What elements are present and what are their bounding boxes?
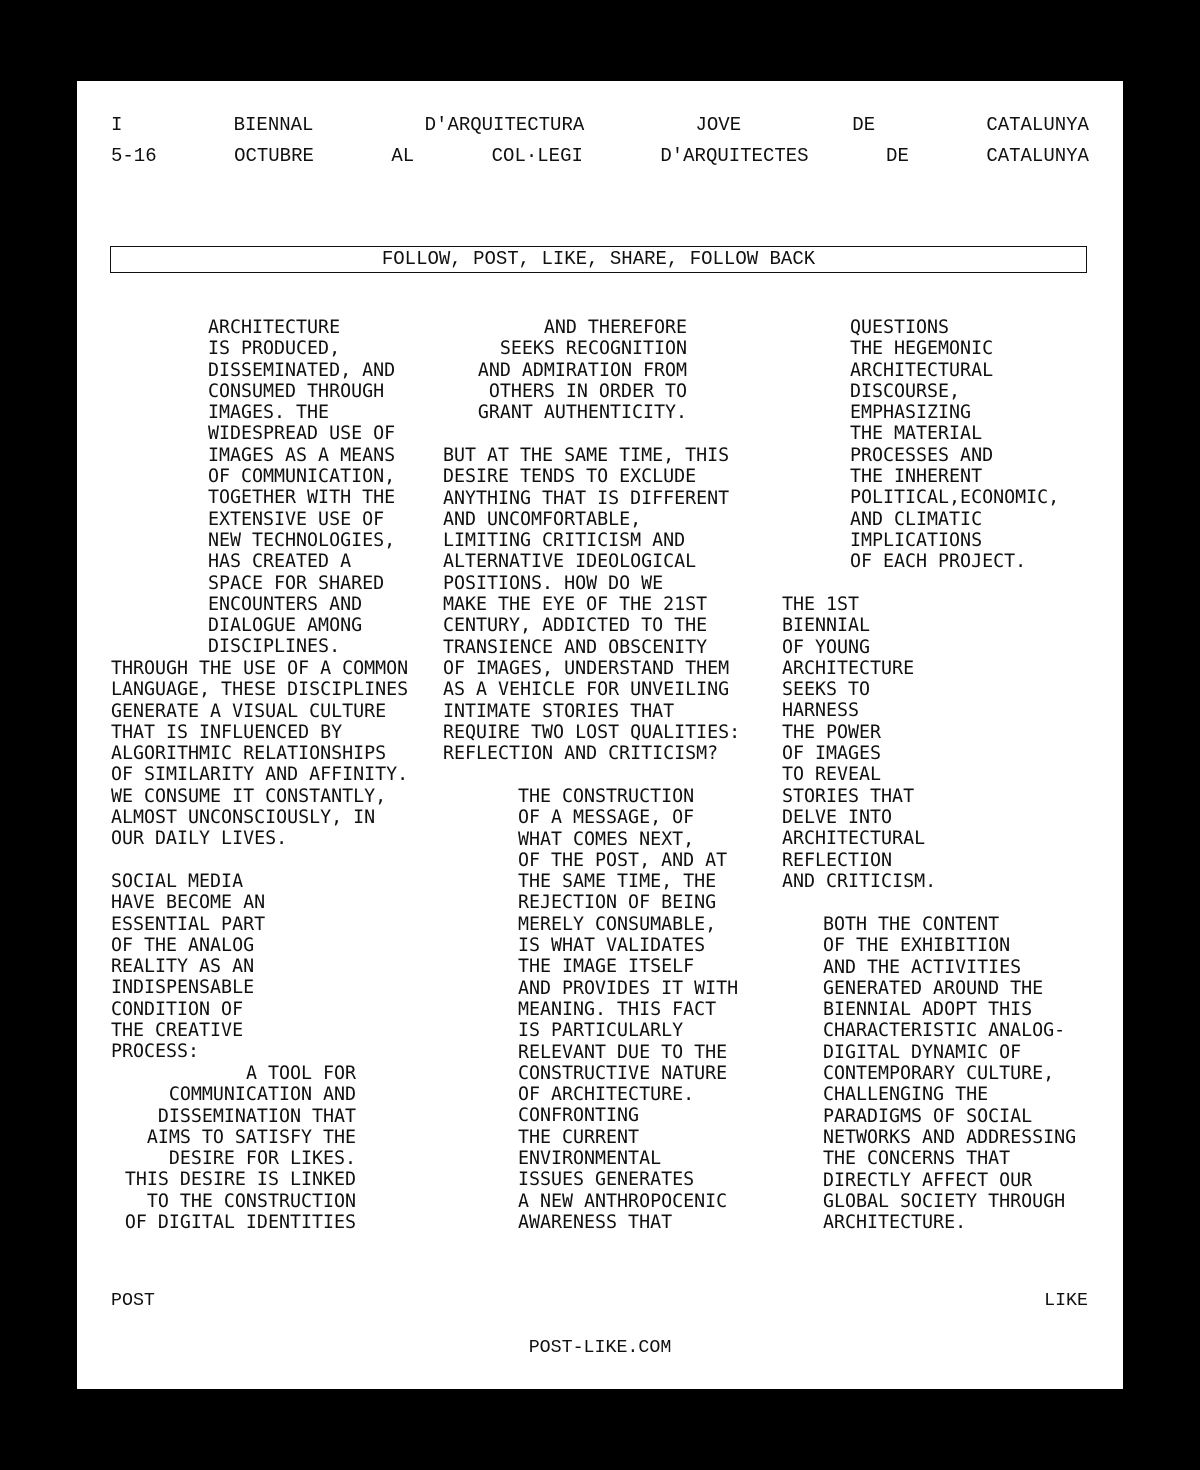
- text-block-col2-recognition: AND THEREFORE SEEKS RECOGNITION AND ADMIRATION FROM OTHERS IN ORDER TO GRANT AUTHENTICITY.: [477, 317, 687, 424]
- header-word: BIENNAL: [233, 114, 314, 136]
- header-word: D'ARQUITECTES: [660, 145, 809, 167]
- header-word: D'ARQUITECTURA: [424, 114, 585, 136]
- footer-like: LIKE: [1044, 1291, 1088, 1311]
- text-block-col2-construction: THE CONSTRUCTION OF A MESSAGE, OF WHAT COMES NEXT, OF THE POST, AND AT THE SAME TIME, THE REJECTION OF BEING MERELY CONSUMABLE, IS WHAT VALIDATES THE IMAGE ITSELF AND PROVIDES IT WITH MEANING. THIS FACT IS PARTICULARLY RELEVANT DUE TO THE CONSTRUCTIVE NATURE OF ARCHITECTURE. CONFRONTING THE CURRENT ENVIRONMENTAL ISSUES GENERATES A NEW ANTHROPOCENIC AWARENESS THAT: [518, 786, 739, 1233]
- header-word: CATALUNYA: [986, 114, 1089, 136]
- header-word: COL·LEGI: [491, 145, 583, 167]
- text-block-col1-intro: ARCHITECTURE IS PRODUCED, DISSEMINATED, AND CONSUMED THROUGH IMAGES. THE WIDESPREAD USE OF IMAGES AS A MEANS OF COMMUNICATION, TOGETHER WITH THE EXTENSIVE USE OF NEW TECHNOLOGIES, HAS CREATED A SPACE FOR SHARED ENCOUNTERS AND DIALOGUE AMONG DISCIPLINES.: [208, 317, 396, 658]
- header-line-1: [111, 113, 1089, 137]
- header-line-2: [111, 144, 1089, 168]
- text-block-col3-questions: QUESTIONS THE HEGEMONIC ARCHITECTURAL DISCOURSE, EMPHASIZING THE MATERIAL PROCESSES AND THE INHERENT POLITICAL,ECONOMIC, AND CLIMATIC IMPLICATIONS OF EACH PROJECT.: [850, 317, 1060, 573]
- footer-post: POST: [111, 1291, 155, 1311]
- header-word: AL: [391, 145, 415, 167]
- text-block-col2-desire: BUT AT THE SAME TIME, THIS DESIRE TENDS TO EXCLUDE ANYTHING THAT IS DIFFERENT AND UNCOMFORTABLE, LIMITING CRITICISM AND ALTERNATIVE IDEOLOGICAL POSITIONS. HOW DO WE MAKE THE EYE OF THE 21ST CENTURY, ADDICTED TO THE TRANSIENCE AND OBSCENITY OF IMAGES, UNDERSTAND THEM AS A VEHICLE FOR UNVEILING INTIMATE STORIES THAT REQUIRE TWO LOST QUALITIES: REFLECTION AND CRITICISM?: [443, 445, 741, 765]
- text-block-col3-biennial: THE 1ST BIENNIAL OF YOUNG ARCHITECTURE SEEKS TO HARNESS THE POWER OF IMAGES TO REVEAL STORIES THAT DELVE INTO ARCHITECTURAL REFLECTION AND CRITICISM.: [782, 594, 937, 892]
- slogan-banner: FOLLOW, POST, LIKE, SHARE, FOLLOW BACK: [110, 246, 1087, 273]
- header-word: OCTUBRE: [234, 145, 314, 167]
- header-word: DE: [886, 145, 909, 167]
- text-block-col3-content: BOTH THE CONTENT OF THE EXHIBITION AND THE ACTIVITIES GENERATED AROUND THE BIENNIAL ADOPT THIS CHARACTERISTIC ANALOG- DIGITAL DYNAMIC OF CONTEMPORARY CULTURE, CHALLENGING THE PARADIGMS OF SOCIAL NETWORKS AND ADDRESSING THE CONCERNS THAT DIRECTLY AFFECT OUR GLOBAL SOCIETY THROUGH ARCHITECTURE.: [823, 914, 1077, 1234]
- header-word: 5-16: [111, 145, 157, 167]
- header-word: DE: [852, 114, 876, 136]
- header-word: CATALUNYA: [986, 145, 1089, 167]
- text-block-col1-social-media: SOCIAL MEDIA HAVE BECOME AN ESSENTIAL PART OF THE ANALOG REALITY AS AN INDISPENSABLE CONDITION OF THE CREATIVE PROCESS:: [111, 871, 266, 1063]
- text-block-col1-tool: A TOOL FOR COMMUNICATION AND DISSEMINATION THAT AIMS TO SATISFY THE DESIRE FOR LIKES. THIS DESIRE IS LINKED TO THE CONSTRUCTION OF DIGITAL IDENTITIES: [124, 1063, 356, 1234]
- footer-url[interactable]: POST-LIKE.COM: [528, 1338, 672, 1358]
- header-word: I: [111, 114, 123, 136]
- header-word: JOVE: [695, 114, 742, 136]
- poster-page: [77, 81, 1123, 1389]
- text-block-col1-language: THROUGH THE USE OF A COMMON LANGUAGE, THESE DISCIPLINES GENERATE A VISUAL CULTURE THAT IS INFLUENCED BY ALGORITHMIC RELATIONSHIPS OF SIMILARITY AND AFFINITY. WE CONSUME IT CONSTANTLY, ALMOST UNCONSCIOUSLY, IN OUR DAILY LIVES.: [111, 658, 409, 850]
